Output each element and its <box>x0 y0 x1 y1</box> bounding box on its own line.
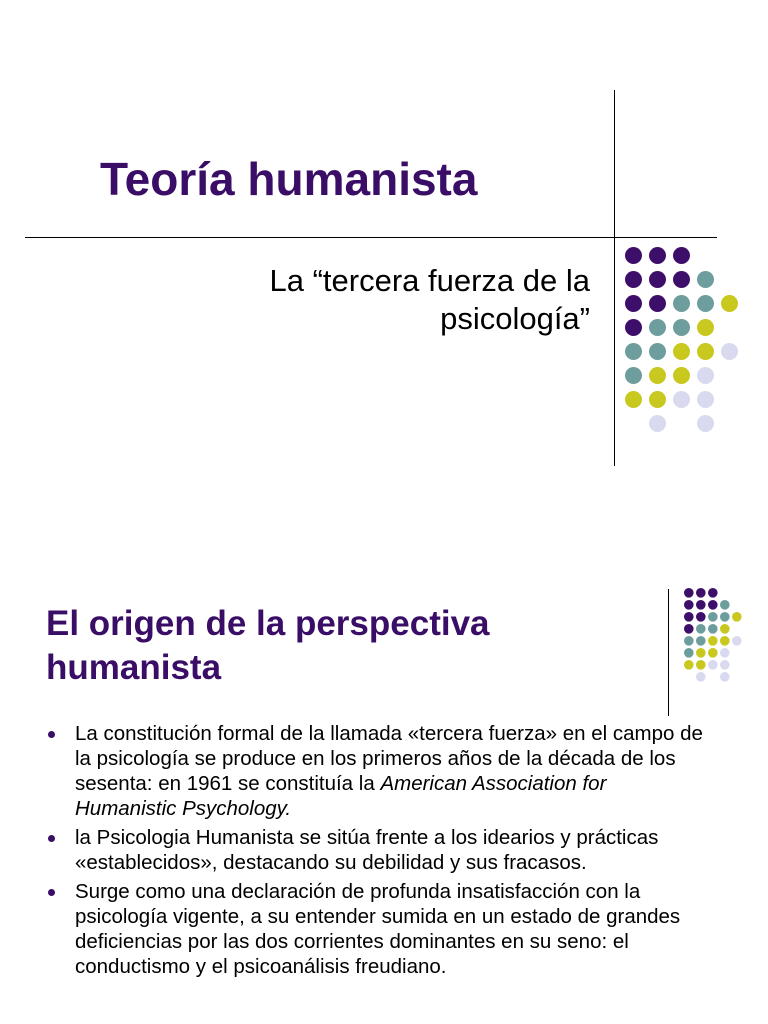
decorative-dot-icon <box>696 624 706 634</box>
decorative-dot-icon <box>721 343 738 360</box>
decorative-dot-icon <box>720 648 730 658</box>
decorative-dot-icon <box>708 612 718 622</box>
bullet-item <box>44 879 704 979</box>
decorative-dot-icon <box>625 295 642 312</box>
decorative-dot-icon <box>684 624 694 634</box>
decorative-dot-icon <box>673 391 690 408</box>
decorative-dot-icon <box>708 636 718 646</box>
decorative-dot-grid <box>625 247 745 437</box>
decorative-dot-icon <box>649 247 666 264</box>
decorative-dot-icon <box>684 600 694 610</box>
decorative-dot-icon <box>673 367 690 384</box>
decorative-dot-icon <box>649 319 666 336</box>
subtitle-line-2: psicología” <box>440 301 590 336</box>
slide-subtitle <box>170 262 590 338</box>
decorative-dot-icon <box>696 636 706 646</box>
decorative-dot-icon <box>696 588 706 598</box>
decorative-dot-icon <box>697 319 714 336</box>
decorative-dot-icon <box>720 672 730 682</box>
decorative-dot-icon <box>625 271 642 288</box>
decorative-dot-icon <box>649 391 666 408</box>
decorative-dot-icon <box>708 600 718 610</box>
decorative-dot-icon <box>697 367 714 384</box>
decorative-dot-icon <box>673 247 690 264</box>
decorative-dot-icon <box>708 588 718 598</box>
bullet-dot-icon <box>48 889 55 896</box>
decorative-dot-icon <box>673 319 690 336</box>
decorative-dot-icon <box>696 660 706 670</box>
decorative-dot-icon <box>696 612 706 622</box>
decorative-dot-icon <box>697 271 714 288</box>
bullet-text: la Psicologia Humanista se sitúa frente a los idearios y prácticas «establecidos», destacando su debilidad y sus fracasos. <box>75 826 659 874</box>
decorative-dot-icon <box>649 367 666 384</box>
bullet-dot-icon <box>48 835 55 842</box>
decorative-dot-icon <box>649 343 666 360</box>
decorative-dot-icon <box>696 600 706 610</box>
decorative-dot-icon <box>684 612 694 622</box>
decorative-dot-icon <box>684 660 694 670</box>
decorative-dot-icon <box>696 648 706 658</box>
content-slide <box>0 512 768 1024</box>
decorative-dot-icon <box>696 672 706 682</box>
decorative-dot-icon <box>720 612 730 622</box>
decorative-dot-icon <box>708 660 718 670</box>
decorative-dot-icon <box>708 624 718 634</box>
vertical-divider <box>668 589 669 716</box>
decorative-dot-icon <box>708 648 718 658</box>
decorative-dot-icon <box>720 660 730 670</box>
slide-heading <box>46 602 606 690</box>
slide-title: Teoría humanista <box>100 153 478 205</box>
bullet-text: Surge como una declaración de profunda insatisfacción con la psicología vigente, a su entender sumida en un estado de grandes deficiencias por las dos corrientes dominantes en su seno: el conductismo y el psicoanálisis freudiano. <box>75 880 681 978</box>
decorative-dot-icon <box>732 612 742 622</box>
subtitle-line-1: La “tercera fuerza de la <box>269 263 590 298</box>
decorative-dot-icon <box>720 636 730 646</box>
heading-line-2: humanista <box>46 648 222 687</box>
decorative-dot-icon <box>625 247 642 264</box>
bullet-dot-icon <box>48 731 55 738</box>
decorative-dot-icon <box>649 271 666 288</box>
decorative-dot-icon <box>673 271 690 288</box>
decorative-dot-icon <box>721 295 738 312</box>
bullet-italic-text: American Association for Humanistic Psychology. <box>75 772 607 820</box>
decorative-dot-icon <box>684 648 694 658</box>
decorative-dot-icon <box>697 415 714 432</box>
horizontal-divider <box>25 237 717 238</box>
decorative-dot-icon <box>732 636 742 646</box>
decorative-dot-icon <box>625 367 642 384</box>
decorative-dot-icon <box>684 636 694 646</box>
decorative-dot-icon <box>720 624 730 634</box>
decorative-dot-icon <box>697 295 714 312</box>
bullet-list <box>44 721 704 983</box>
decorative-dot-icon <box>673 343 690 360</box>
bullet-text: La constitución formal de la llamada «tercera fuerza» en el campo de la psicología se produce en los primeros años de la década de los sesenta: en 1961 se constituía la <box>75 722 703 795</box>
decorative-dot-icon <box>649 295 666 312</box>
decorative-dot-icon <box>625 391 642 408</box>
decorative-dot-grid <box>684 588 759 698</box>
bullet-item <box>44 721 704 821</box>
decorative-dot-icon <box>720 600 730 610</box>
bullet-item <box>44 825 704 875</box>
decorative-dot-icon <box>697 343 714 360</box>
decorative-dot-icon <box>625 343 642 360</box>
decorative-dot-icon <box>684 588 694 598</box>
decorative-dot-icon <box>673 295 690 312</box>
decorative-dot-icon <box>697 391 714 408</box>
decorative-dot-icon <box>649 415 666 432</box>
decorative-dot-icon <box>625 319 642 336</box>
heading-line-1: El origen de la perspectiva <box>46 604 490 643</box>
vertical-divider <box>614 90 615 466</box>
